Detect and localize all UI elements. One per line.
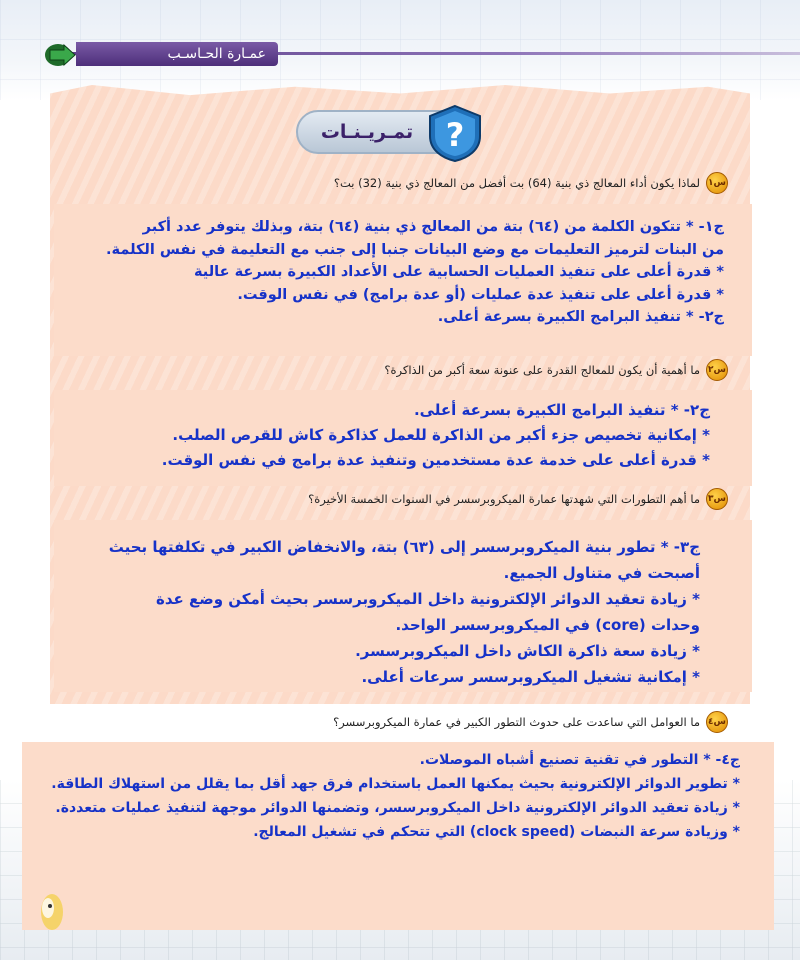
answer-line: * زيادة سعة ذاكرة الكاش داخل الميكروبرسسر. bbox=[355, 642, 700, 660]
question-number-badge: س١ bbox=[706, 172, 728, 194]
answer-line: * وزيادة سرعة النبضات (clock speed) التي تتحكم في تشغيل المعالج. bbox=[253, 824, 740, 840]
decorative-character-icon bbox=[36, 888, 64, 932]
answer-line: * تطوير الدوائر الإلكترونية بحيث يمكنها العمل باستخدام فرق جهد أقل بما يقلل من استهلاك الطاقة. bbox=[51, 776, 740, 792]
question-1 bbox=[334, 172, 728, 194]
answer-line: من البنات لترميز التعليمات مع وضع البيانات جنبا إلى جنب مع التعليمة في نفس الكلمة. bbox=[106, 241, 724, 258]
answer-line: * زيادة تعقيد الدوائر الإلكترونية داخل الميكروبرسسر، وتضمنها الدوائر موجهة لتنفيذ عمليات متعددة. bbox=[55, 800, 740, 816]
answer-line: ج٢- * تنفيذ البرامج الكبيرة بسرعة أعلى. bbox=[413, 401, 710, 419]
question-mark-icon bbox=[424, 104, 486, 162]
question-text: لماذا يكون أداء المعالج ذي بنية (64) بت أفضل من المعالج ذي بنية (32) بت؟ bbox=[333, 176, 700, 190]
question-text: ما أهم التطورات التي شهدتها عمارة الميكروبرسسر في السنوات الخمسة الأخيرة؟ bbox=[308, 492, 700, 506]
answer-box-1 bbox=[54, 204, 752, 356]
answer-box-4 bbox=[22, 742, 774, 930]
answer-line: * إمكانية تشغيل الميكروبرسسر سرعات أعلى. bbox=[361, 668, 700, 686]
answer-line: وحدات (core) في الميكروبرسسر الواحد. bbox=[395, 616, 700, 634]
question-3 bbox=[308, 488, 728, 510]
svg-text:?: ? bbox=[445, 116, 465, 154]
question-text: ما العوامل التي ساعدت على حدوث التطور الكبير في عمارة الميكروبرسسر؟ bbox=[333, 715, 700, 729]
answer-line: ج٢- * تنفيذ البرامج الكبيرة بسرعة أعلى. bbox=[437, 309, 724, 325]
exercise-title: تمـريـنـات bbox=[320, 121, 414, 143]
answer-line: * قدرة أعلى على تنفيذ عدة عمليات (أو عدة برامج) في نفس الوقت. bbox=[237, 286, 724, 303]
header-arrow-icon bbox=[44, 42, 76, 68]
question-text: ما أهمية أن يكون للمعالج القدرة على عنونة سعة أكبر من الذاكرة؟ bbox=[384, 363, 700, 377]
answer-box-2 bbox=[54, 390, 752, 486]
question-number-badge: س٤ bbox=[706, 711, 728, 733]
answer-line: ج٣- * تطور بنية الميكروبرسسر إلى (٦٣) بتة، والانخفاض الكبير في تكلفتها بحيث bbox=[108, 538, 700, 556]
chapter-title: عمـارة الحـاسـب bbox=[76, 42, 278, 66]
question-number-badge: س٢ bbox=[706, 359, 728, 381]
answer-box-3 bbox=[54, 520, 752, 692]
question-number-badge: س٣ bbox=[706, 488, 728, 510]
answer-line: ج١- * تتكون الكلمة من (٦٤) بتة من المعالج ذي بنية (٦٤) بتة، وبذلك يتوفر عدد أكبر bbox=[142, 219, 724, 235]
answer-line: * قدرة أعلى على تنفيذ العمليات الحسابية على الأعداد الكبيرة بسرعة عالية bbox=[194, 264, 724, 280]
answer-line: * قدرة أعلى على خدمة عدة مستخدمين وتنفيذ عدة برامج في نفس الوقت. bbox=[161, 451, 710, 469]
question-2 bbox=[384, 359, 728, 381]
answer-line: أصبحت في متناول الجميع. bbox=[503, 564, 700, 582]
question-4 bbox=[333, 711, 728, 733]
answer-line: * زيادة تعقيد الدوائر الإلكترونية داخل الميكروبرسسر بحيث أمكن وضع عدة bbox=[156, 590, 700, 608]
answer-line: ج٤- * التطور في تقنية تصنيع أشباه الموصلات. bbox=[419, 752, 740, 768]
answer-line: * إمكانية تخصيص جزء أكبر من الذاكرة للعمل كذاكرة كاش للقرص الصلب. bbox=[172, 426, 710, 444]
